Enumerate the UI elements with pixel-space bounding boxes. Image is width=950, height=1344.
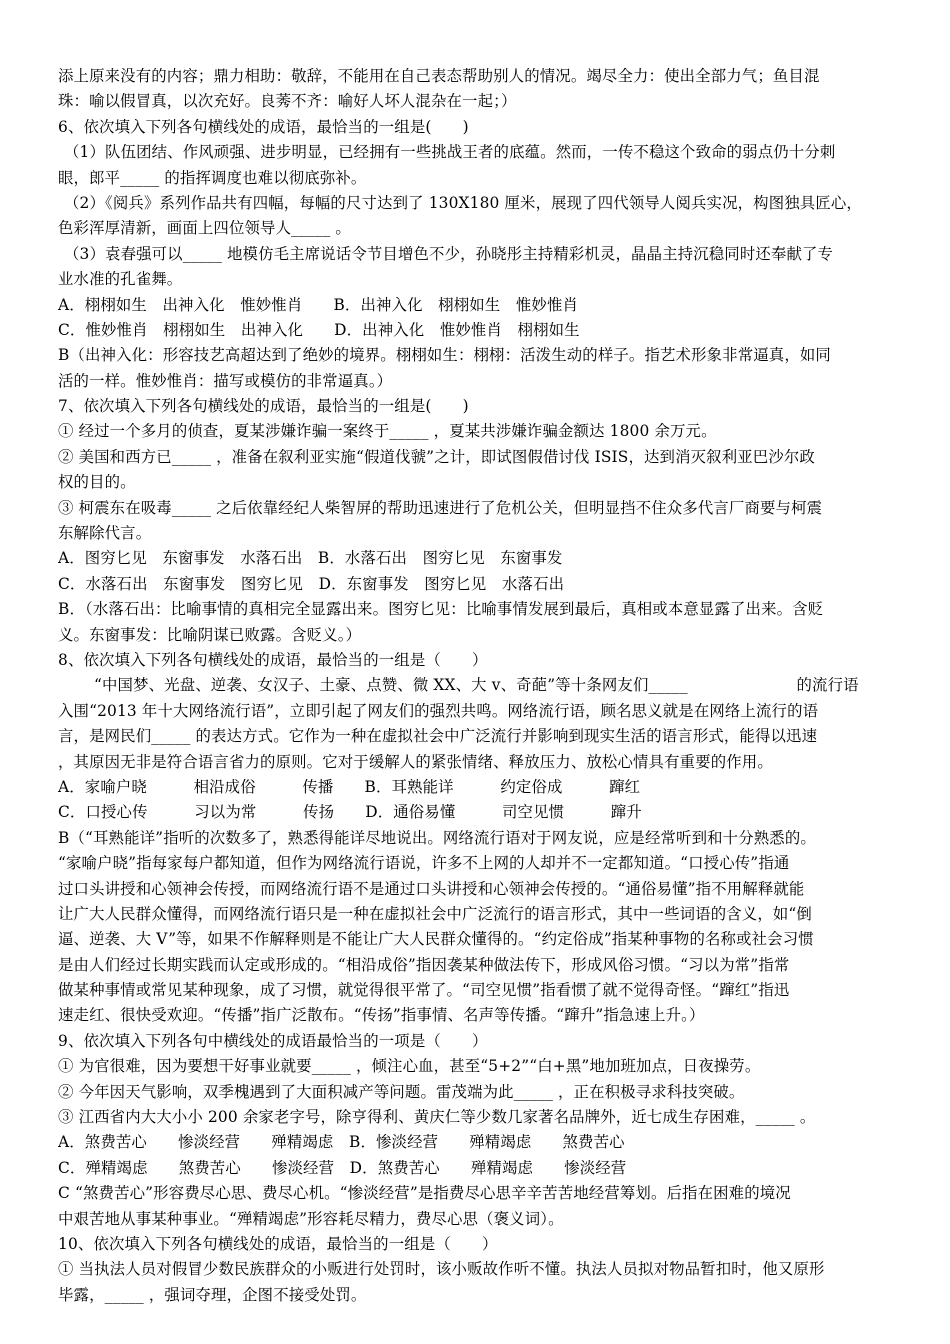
sentence-item: （3）袁春强可以_____ 地模仿毛主席说话令节目增色不少，孙晓彤主持精彩机灵，晶晶主持沉稳同时还奉献了专 bbox=[64, 244, 834, 263]
text-line: 让广大人民群众懂得，而网络流行语只是一种在虚拟社会中广泛流行的语言形式，其中一些词语的含义，如“倒 bbox=[58, 904, 812, 923]
sentence-item: ③ 江西省内大大小小 200 余家老字号，除亨得利、黄庆仁等少数几家著名品牌外，近七成生存困难，_____ 。 bbox=[58, 1108, 816, 1127]
option-line: C．殚精竭虑 煞费苦心 惨淡经营 D．煞费苦心 殚精竭虑 惨淡经营 bbox=[58, 1158, 627, 1177]
text-line: 义。东窗事发：比喻阴谋已败露。含贬义。） bbox=[58, 625, 362, 644]
document-page bbox=[58, 64, 894, 1308]
option-line: A．家喻户晓 相沿成俗 传播 B．耳熟能详 约定俗成 蹿红 bbox=[58, 777, 641, 796]
text-line: 业水准的孔雀舞。 bbox=[58, 270, 183, 289]
option-line: C．水落石出 东窗事发 图穷匕见 D．东窗事发 图穷匕见 水落石出 bbox=[58, 574, 565, 593]
text-line: ，其原因无非是符合语言省力的原则。它对于缓解人的紧张情绪、释放压力、放松心情具有重要的作用。 bbox=[58, 752, 773, 771]
sentence-item: ① 为官很难，因为要想干好事业就要_____ ，倾注心血，甚至“5+2”“白+黑”地加班加点，日夜操劳。 bbox=[58, 1057, 761, 1076]
question-heading: 6、依次填入下列各句横线处的成语，最恰当的一组是( ) bbox=[58, 117, 469, 136]
text-line: 活的一样。惟妙惟肖：描写或模仿的非常逼真。） bbox=[58, 371, 393, 390]
text-line: 言，是网民们_____ 的表达方式。它作为一种在虚拟社会中广泛流行并影响到现实生活的语言形式，能得以迅速 bbox=[58, 727, 818, 746]
sentence-item: （1）队伍团结、作风顽强、进步明显，已经拥有一些挑战王者的底蕴。然而，一传不稳这个致命的弱点仍十分刺 bbox=[64, 143, 836, 162]
answer-explanation: B（“耳熟能详”指听的次数多了，熟悉得能详尽地说出。网络流行语对于网友说，应是经常听到和十分熟悉的。 bbox=[58, 828, 816, 847]
sentence-item: ② 美国和西方已_____ ，准备在叙利亚实施“假道伐虢”之计，即试图假借讨伐 ISIS，达到消灭叙利亚巴沙尔政 bbox=[58, 447, 815, 466]
text-line: 入围“2013 年十大网络流行语”，立即引起了网友们的强烈共鸣。网络流行语，顾名思义就是在网络上流行的语 bbox=[58, 701, 819, 720]
option-line: A．栩栩如生 出神入化 惟妙惟肖 B．出神入化 栩栩如生 惟妙惟肖 bbox=[58, 295, 579, 314]
text-line: 做某种事情或常见某种现象，成了习惯，就觉得很平常了。“司空见惯”指看惯了就不觉得奇怪。“蹿红”指迅 bbox=[58, 981, 790, 1000]
sentence-item: ① 当执法人员对假冒少数民族群众的小贩进行处罚时，该小贩故作听不懂。执法人员拟对物品暂扣时，他又原形 bbox=[58, 1260, 825, 1279]
text-line: 眼，郎平_____ 的指挥调度也难以彻底弥补。 bbox=[58, 168, 367, 187]
text-line: 过口头讲授和心领神会传授，而网络流行语不是通过口头讲授和心领神会传授的。“通俗易懂”指不用解释就能 bbox=[58, 879, 805, 898]
option-line: A．图穷匕见 东窗事发 水落石出 B．水落石出 图穷匕见 东窗事发 bbox=[58, 549, 563, 568]
question-heading: 7、依次填入下列各句横线处的成语，最恰当的一组是( ) bbox=[58, 397, 469, 416]
text-line: 添上原来没有的内容；鼎力相助：敬辞，不能用在自己表态帮助别人的情况。竭尽全力：使出全部力气；鱼目混 bbox=[58, 67, 820, 85]
text-line: 东解除代言。 bbox=[58, 524, 152, 543]
option-line: A．煞费苦心 惨淡经营 殚精竭虑 B．惨淡经营 殚精竭虑 煞费苦心 bbox=[58, 1133, 625, 1152]
text-line: 逼、逆袭、大 V”等，如果不作解释则是不能让广大人民群众懂得的。“约定俗成”指某种事物的名称或社会习惯 bbox=[58, 930, 814, 949]
text-line: 色彩浑厚清新，画面上四位领导人_____ 。 bbox=[58, 219, 351, 238]
text-line: 是由人们经过长期实践而认定或形成的。“相沿成俗”指因袭某种做法传下，形成风俗习惯。“习以为常”指常 bbox=[58, 955, 790, 974]
sentence-item: ① 经过一个多月的侦查，夏某涉嫌诈骗一案终于_____ ，夏某共涉嫌诈骗金额达 1800 余万元。 bbox=[58, 422, 717, 441]
option-line: C．惟妙惟肖 栩栩如生 出神入化 D．出神入化 惟妙惟肖 栩栩如生 bbox=[58, 320, 580, 339]
question-heading: 10、依次填入下列各句横线处的成语，最恰当的一组是（ ） bbox=[58, 1234, 498, 1253]
text-line: 中艰苦地从事某种事业。“殚精竭虑”形容耗尽精力，费尽心思（褒义词）。 bbox=[58, 1209, 564, 1228]
question-heading: 9、依次填入下列各句中横线处的成语最恰当的一项是（ ） bbox=[58, 1031, 488, 1050]
text-line: 速走红、很快受欢迎。“传播”指广泛散布。“传扬”指事情、名声等传播。“蹿升”指急速上升。） bbox=[58, 1006, 705, 1025]
passage-line: “中国梦、光盘、逆袭、女汉子、土豪、点赞、微 XX、大 v、奇葩”等十条网友们_____ 的流行语 bbox=[94, 676, 859, 695]
question-heading: 8、依次填入下列各句横线处的成语，最恰当的一组是（ ） bbox=[58, 650, 488, 669]
sentence-item: ② 今年因天气影响，双季槐遇到了大面积减产等问题。雷茂端为此_____ ，正在积极寻求科技突破。 bbox=[58, 1082, 745, 1101]
text-line: 珠：喻以假冒真，以次充好。良莠不齐：喻好人坏人混杂在一起；） bbox=[58, 92, 517, 111]
answer-explanation: B（出神入化：形容技艺高超达到了绝妙的境界。栩栩如生：栩栩：活泼生动的样子。指艺术形象非常逼真，如同 bbox=[58, 346, 831, 365]
text-line: “家喻户晓”指每家每户都知道，但作为网络流行语说，许多不上网的人却并不一定都知道。“口授心传”指通 bbox=[58, 854, 790, 873]
text-line: 毕露，_____ ，强词夺理，企图不接受处罚。 bbox=[58, 1285, 367, 1304]
sentence-item: ③ 柯震东在吸毒_____ 之后依靠经纪人柴智屏的帮助迅速进行了危机公关，但明显挡不住众多代言厂商要与柯震 bbox=[58, 498, 823, 517]
sentence-item: （2）《阅兵》系列作品共有四幅，每幅的尺寸达到了 130X180 厘米，展现了四代领导人阅兵实况，构图独具匠心， bbox=[64, 193, 862, 212]
text-line: 权的目的。 bbox=[58, 473, 136, 492]
answer-explanation: C “煞费苦心”形容费尽心思、费尽心机。“惨淡经营”是指费尽心思辛辛苦苦地经营筹划。后指在困难的境况 bbox=[58, 1184, 791, 1203]
answer-explanation: B．（水落石出：比喻事情的真相完全显露出来。图穷匕见：比喻事情发展到最后，真相或本意显露了出来。含贬 bbox=[58, 600, 824, 619]
option-line: C．口授心传 习以为常 传扬 D．通俗易懂 司空见惯 蹿升 bbox=[58, 803, 642, 822]
